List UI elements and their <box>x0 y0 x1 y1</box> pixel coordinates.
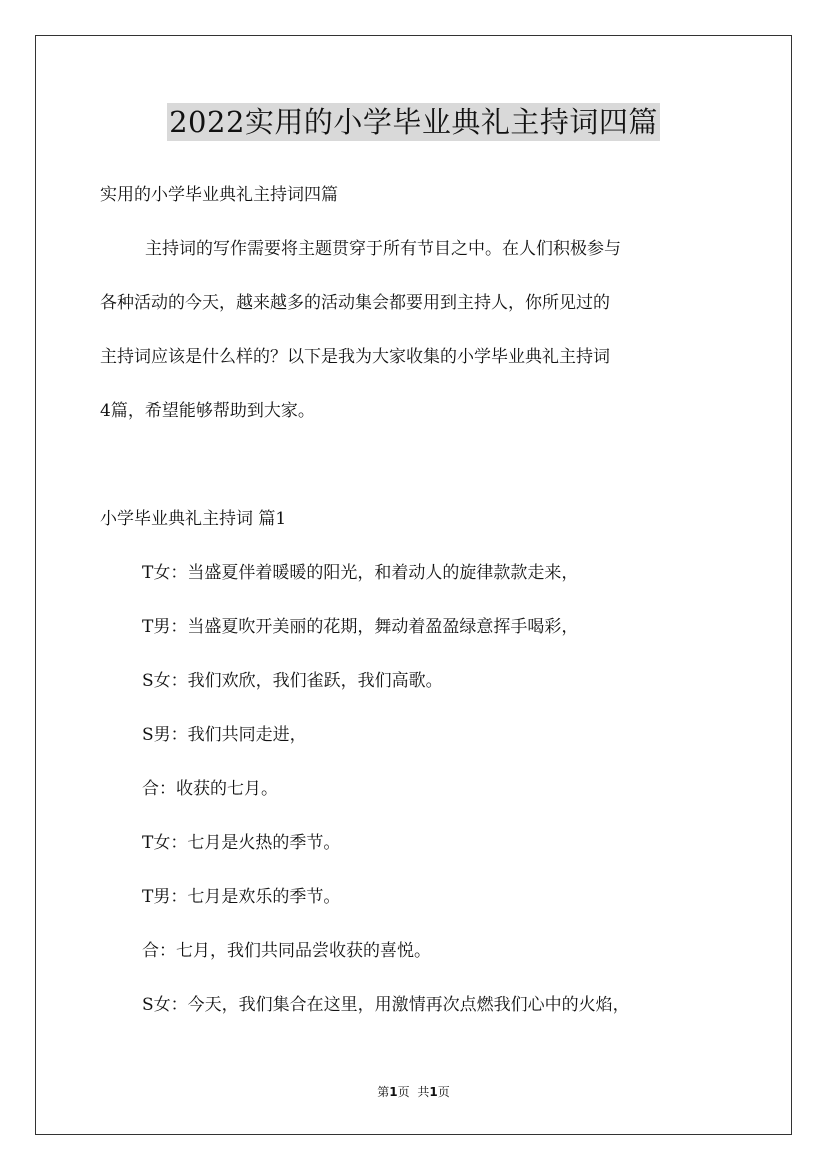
total-suffix: 页 <box>437 1085 450 1099</box>
dialogue-line: S女：今天，我们集合在这里，用激情再次点燃我们心中的火焰， <box>142 995 630 1015</box>
total-number: 1 <box>429 1085 438 1099</box>
intro-line-4: 4篇，希望能够帮助到大家。 <box>100 401 315 421</box>
dialogue-line: 合：收获的七月。 <box>142 779 278 799</box>
section-heading: 小学毕业典礼主持词 篇1 <box>100 509 287 529</box>
document-title: 2022实用的小学毕业典礼主持词四篇 <box>169 105 658 139</box>
intro-line-1: 主持词的写作需要将主题贯穿于所有节目之中。在人们积极参与 <box>145 239 621 259</box>
dialogue-line: S女：我们欢欣，我们雀跃，我们高歌。 <box>142 671 443 691</box>
dialogue-line: T男：当盛夏吹开美丽的花期，舞动着盈盈绿意挥手喝彩， <box>142 617 579 637</box>
intro-line-3: 主持词应该是什么样的？以下是我为大家收集的小学毕业典礼主持词 <box>100 347 610 367</box>
dialogue-line: S男：我们共同走进， <box>142 725 307 745</box>
page-footer <box>0 1084 827 1100</box>
page-prefix: 第 <box>377 1085 390 1099</box>
page-suffix: 页 <box>397 1085 410 1099</box>
dialogue-line: T男：七月是欢乐的季节。 <box>142 887 341 907</box>
document-subtitle: 实用的小学毕业典礼主持词四篇 <box>100 185 338 205</box>
dialogue-line: T女：七月是火热的季节。 <box>142 833 341 853</box>
intro-line-2: 各种活动的今天，越来越多的活动集会都要用到主持人，你所见过的 <box>100 293 610 313</box>
dialogue-line: 合：七月，我们共同品尝收获的喜悦。 <box>142 941 431 961</box>
title-container <box>0 103 827 141</box>
page-number: 1 <box>389 1085 398 1099</box>
dialogue-line: T女：当盛夏伴着暖暖的阳光，和着动人的旋律款款走来， <box>142 563 579 583</box>
total-prefix: 共 <box>417 1085 430 1099</box>
